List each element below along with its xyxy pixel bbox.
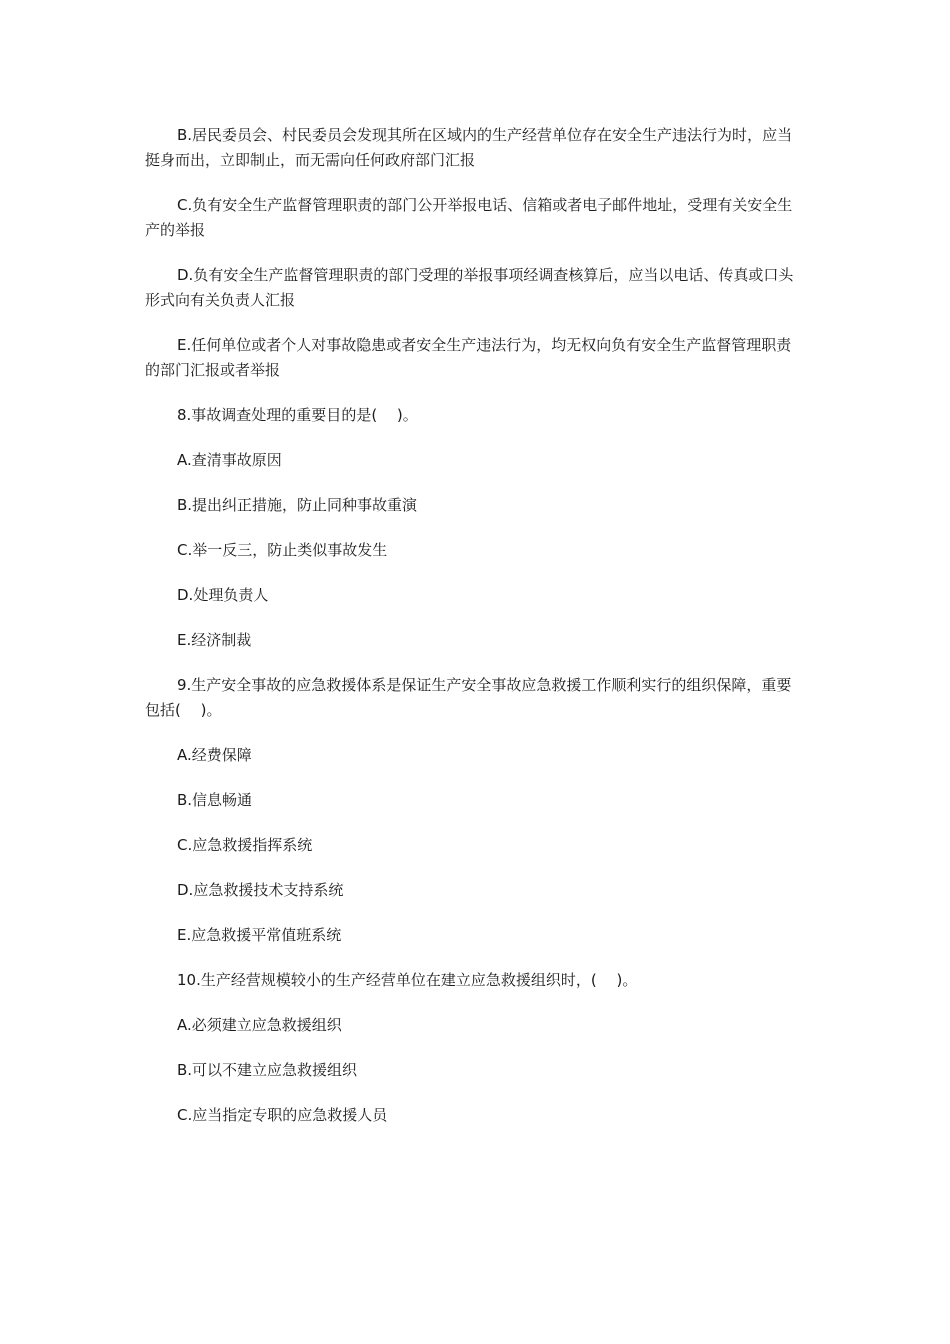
option-b-q7: B.居民委员会、村民委员会发现其所在区域内的生产经营单位存在安全生产违法行为时，应当挺身而出，立即制止，而无需向任何政府部门汇报 [145, 126, 793, 169]
option-a-q9: A.经费保障 [177, 746, 252, 764]
option-e-q9: E.应急救援平常值班系统 [177, 926, 342, 944]
question-8: 8.事故调查处理的重要目的是( )。 [177, 406, 418, 424]
option-a-q10: A.必须建立应急救援组织 [177, 1016, 342, 1034]
option-d-q8: D.处理负责人 [177, 586, 269, 604]
question-9: 9.生产安全事故的应急救援体系是保证生产安全事故应急救援工作顺利实行的组织保障，重要包括( )。 [145, 676, 792, 719]
option-e-q8: E.经济制裁 [177, 631, 252, 649]
document-page [145, 123, 805, 1148]
option-c-q7: C.负有安全生产监督管理职责的部门公开举报电话、信箱或者电子邮件地址，受理有关安全生产的举报 [145, 196, 793, 239]
option-d-q7: D.负有安全生产监督管理职责的部门受理的举报事项经调查核算后，应当以电话、传真或口头形式向有关负责人汇报 [145, 266, 794, 309]
option-b-q8: B.提出纠正措施，防止同种事故重演 [177, 496, 418, 514]
option-e-q7: E.任何单位或者个人对事故隐患或者安全生产违法行为，均无权向负有安全生产监督管理职责的部门汇报或者举报 [145, 336, 792, 379]
option-b-q10: B.可以不建立应急救援组织 [177, 1061, 358, 1079]
option-b-q9: B.信息畅通 [177, 791, 253, 809]
option-a-q8: A.查清事故原因 [177, 451, 282, 469]
option-c-q10: C.应当指定专职的应急救援人员 [177, 1106, 388, 1124]
option-c-q9: C.应急救援指挥系统 [177, 836, 313, 854]
option-c-q8: C.举一反三，防止类似事故发生 [177, 541, 388, 559]
question-10: 10.生产经营规模较小的生产经营单位在建立应急救援组织时，( )。 [177, 971, 638, 989]
option-d-q9: D.应急救援技术支持系统 [177, 881, 344, 899]
